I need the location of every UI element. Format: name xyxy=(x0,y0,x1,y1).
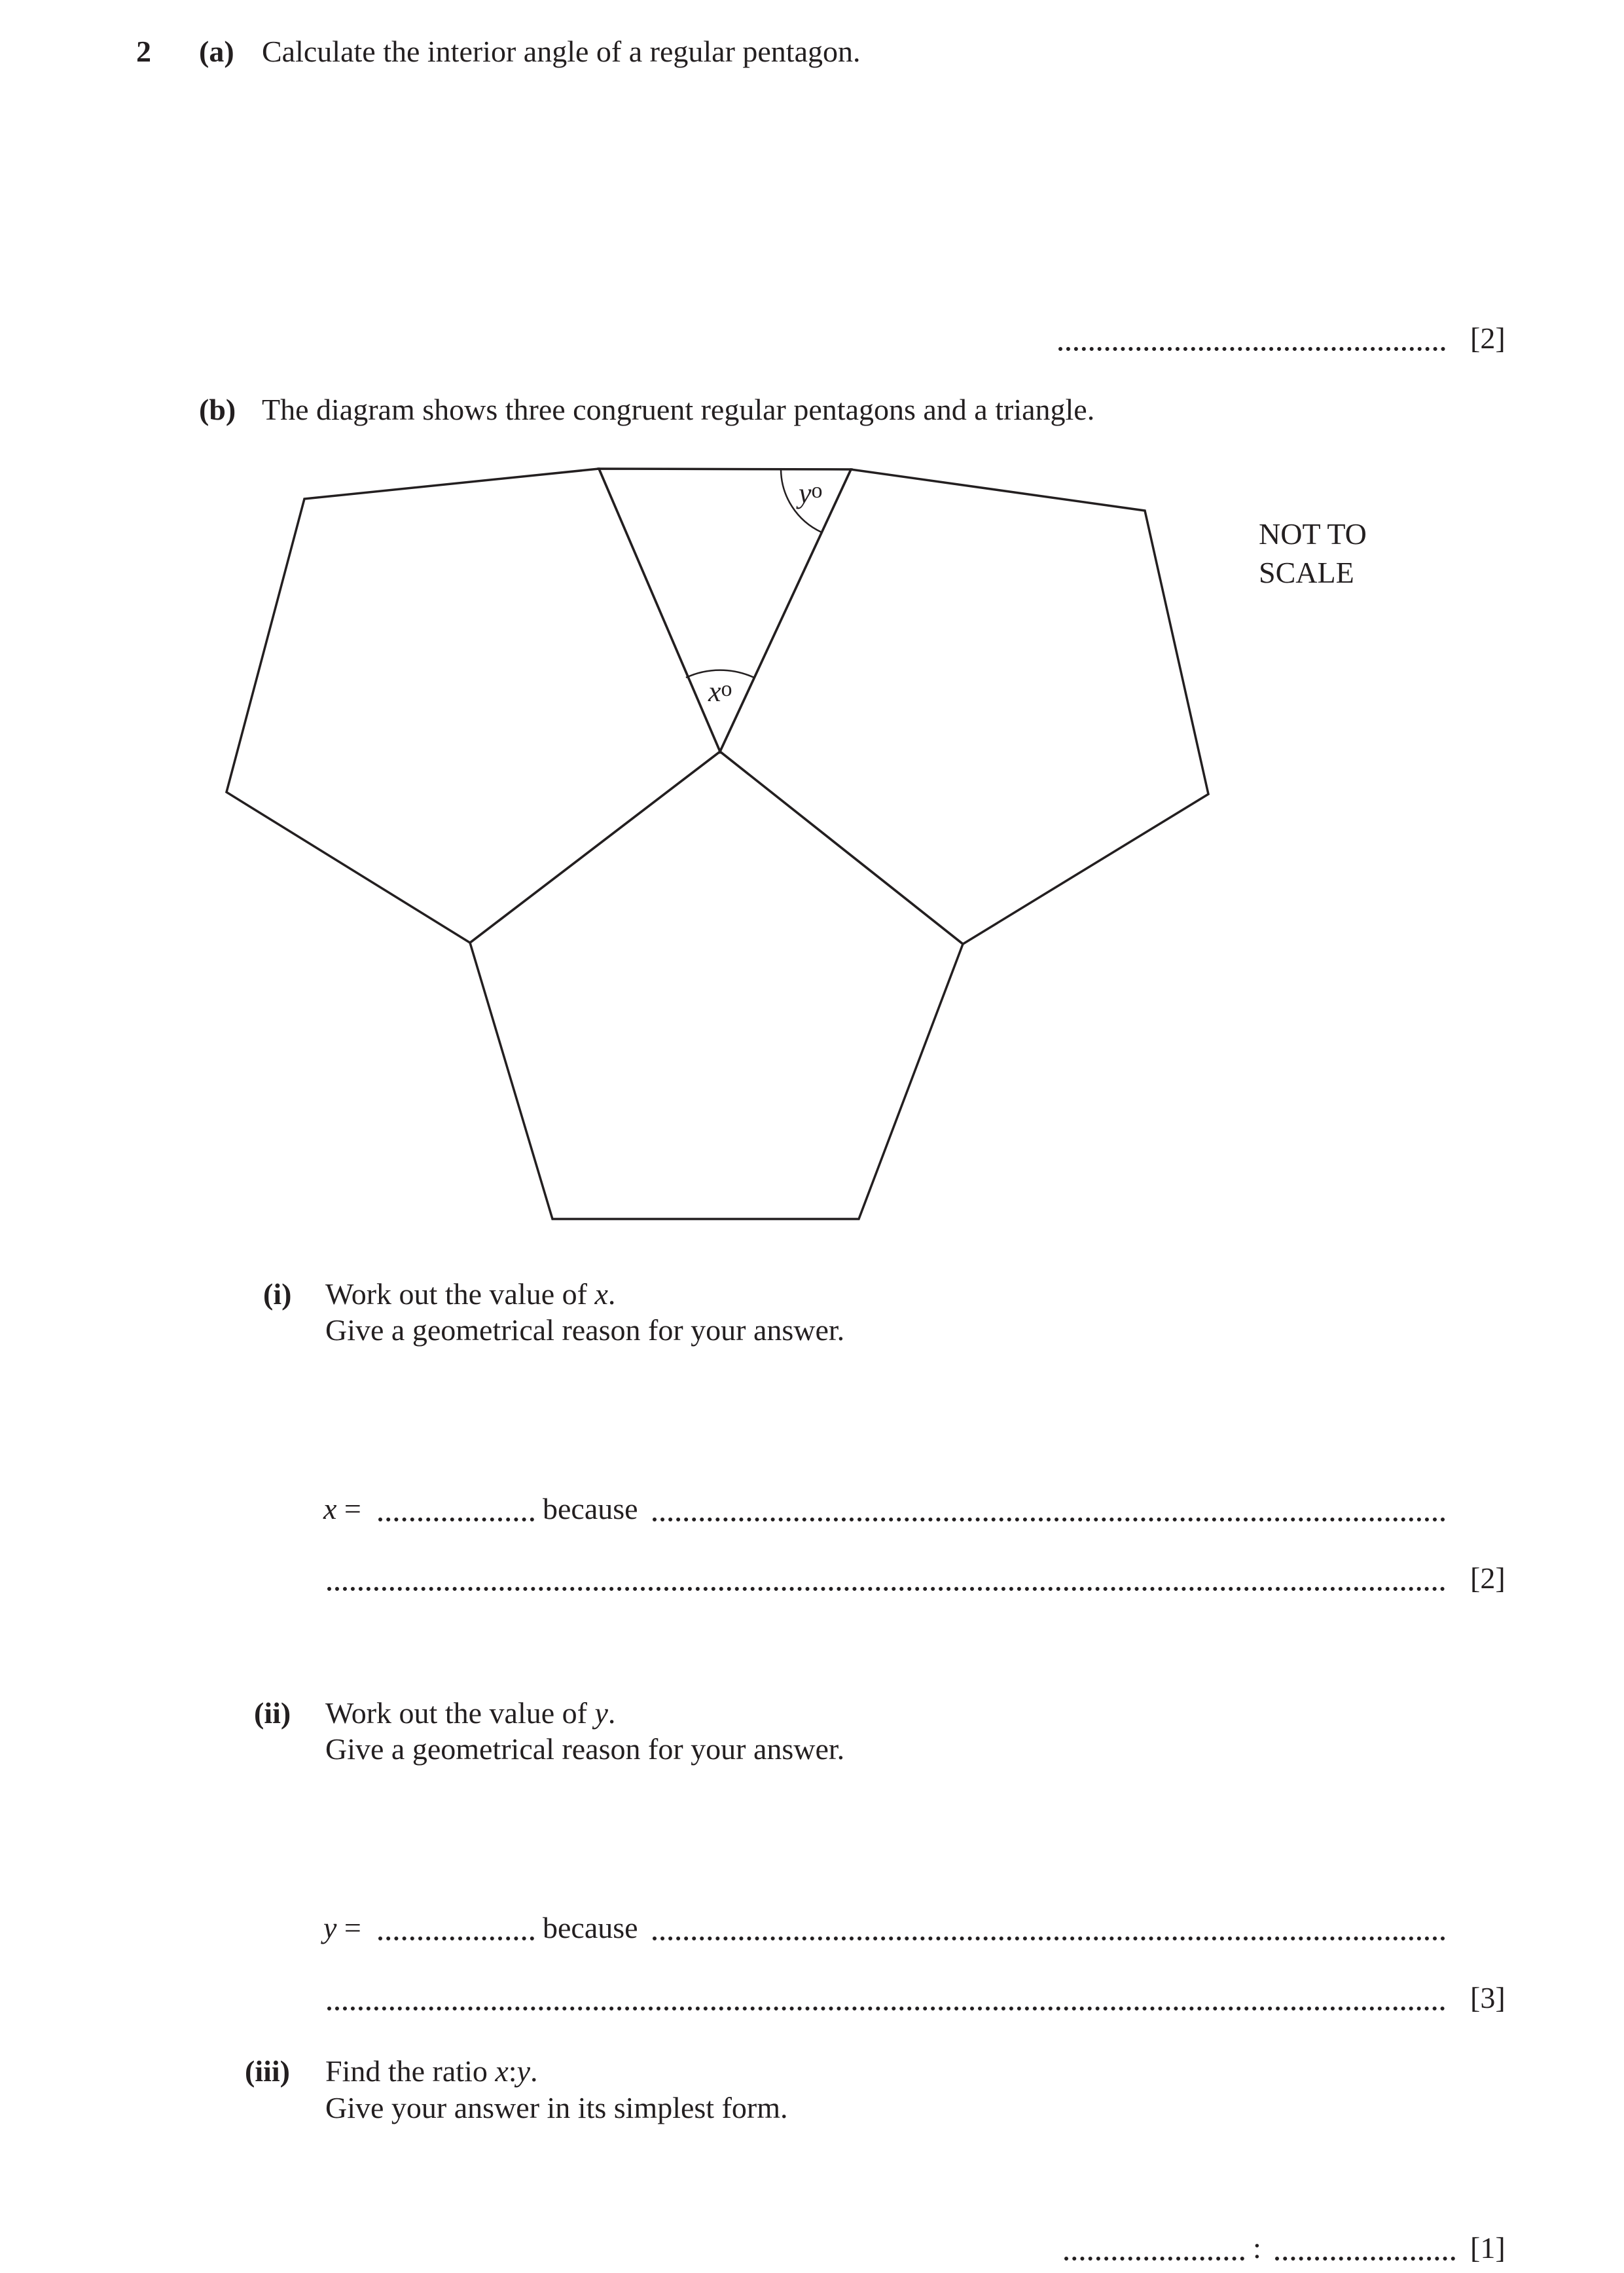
sub-ii-because: because xyxy=(543,1911,638,1944)
part-a-marks: [2] xyxy=(1470,321,1506,355)
part-b-text: The diagram shows three congruent regular pentagons and a triangle. xyxy=(262,393,1095,426)
sub-i-x-equals: x = xyxy=(323,1492,361,1525)
not-to-scale-line1: NOT TO xyxy=(1259,517,1367,551)
sub-ii-label: (ii) xyxy=(254,1696,291,1730)
sub-i-because: because xyxy=(543,1492,638,1525)
left-pentagon xyxy=(226,469,720,943)
part-a-text: Calculate the interior angle of a regular pentagon. xyxy=(262,35,861,68)
sub-iii-ratio-y-line[interactable] xyxy=(1275,2257,1455,2261)
sub-i-reason-line-1[interactable] xyxy=(653,1518,1445,1521)
sub-i-x-value-line[interactable] xyxy=(378,1518,534,1521)
central-triangle xyxy=(599,469,851,752)
sub-ii-y-equals: y = xyxy=(323,1911,361,1944)
sub-iii-ratio-x-line[interactable] xyxy=(1064,2257,1244,2261)
question-number: 2 xyxy=(136,35,151,68)
sub-iii-line1: Find the ratio x:y. xyxy=(325,2054,538,2088)
sub-iii-label: (iii) xyxy=(245,2054,290,2088)
part-a-label: (a) xyxy=(199,35,234,68)
sub-iii-line2: Give your answer in its simplest form. xyxy=(325,2091,788,2124)
sub-i-marks: [2] xyxy=(1470,1561,1506,1595)
angle-y-label: yo xyxy=(799,477,823,509)
bottom-pentagon xyxy=(470,752,963,1219)
sub-ii-marks: [3] xyxy=(1470,1981,1506,2014)
sub-i-line2: Give a geometrical reason for your answer. xyxy=(325,1313,845,1347)
part-b-label: (b) xyxy=(199,393,236,426)
sub-ii-y-value-line[interactable] xyxy=(378,1937,534,1940)
not-to-scale-line2: SCALE xyxy=(1259,556,1354,589)
sub-i-label: (i) xyxy=(263,1277,292,1311)
sub-ii-line1: Work out the value of y. xyxy=(325,1696,616,1730)
sub-iii-marks: [1] xyxy=(1470,2231,1506,2264)
right-pentagon xyxy=(720,469,1208,944)
sub-ii-reason-line-2[interactable] xyxy=(327,2007,1445,2010)
sub-i-line1: Work out the value of x. xyxy=(325,1277,616,1311)
sub-iii-ratio-colon: : xyxy=(1253,2231,1261,2264)
angle-x-label: xo xyxy=(708,676,732,708)
sub-ii-line2: Give a geometrical reason for your answer. xyxy=(325,1732,845,1766)
sub-ii-reason-line-1[interactable] xyxy=(653,1937,1445,1940)
sub-i-reason-line-2[interactable] xyxy=(327,1587,1445,1591)
